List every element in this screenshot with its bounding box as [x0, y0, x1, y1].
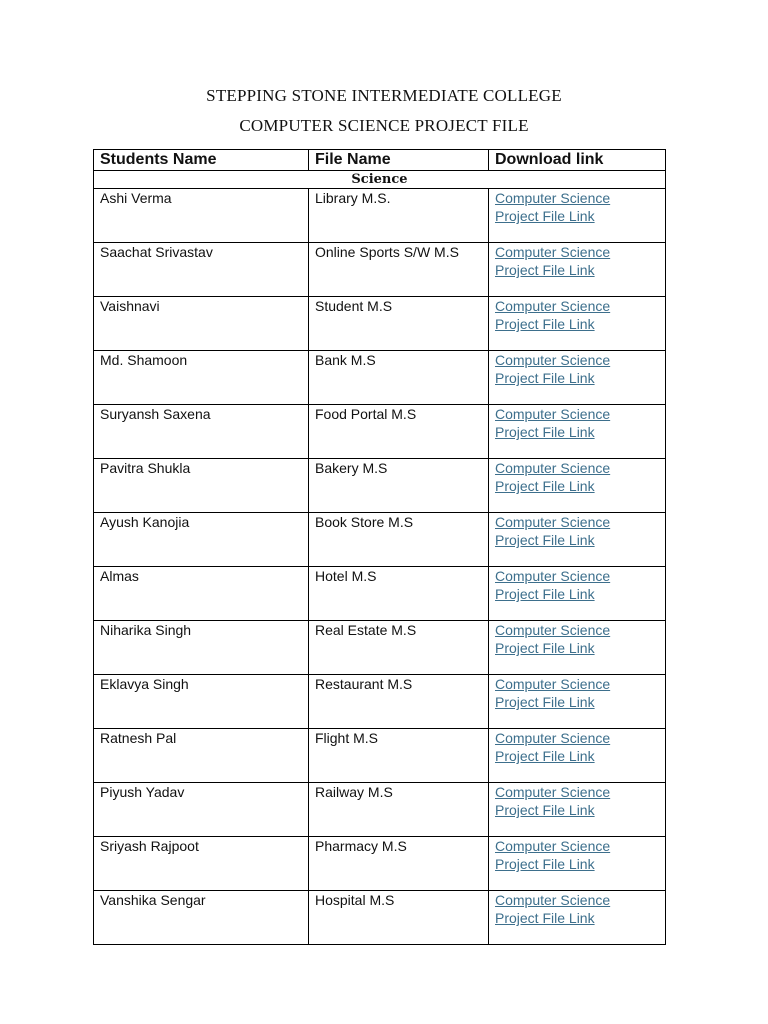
download-link[interactable]: Computer Science Project File Link	[495, 460, 611, 494]
table-body	[94, 171, 666, 945]
file-name: Online Sports S/W M.S	[315, 244, 459, 260]
download-link[interactable]: Computer Science Project File Link	[495, 568, 611, 602]
file-name-cell	[309, 189, 489, 243]
file-name-cell	[309, 621, 489, 675]
download-link-cell	[489, 783, 666, 837]
table-row	[94, 189, 666, 243]
file-name: Student M.S	[315, 298, 393, 314]
download-link-cell	[489, 405, 666, 459]
download-link[interactable]: Computer Science Project File Link	[495, 784, 611, 818]
file-name-cell	[309, 297, 489, 351]
file-name-cell	[309, 405, 489, 459]
student-name: Ratnesh Pal	[100, 730, 177, 746]
download-link-cell	[489, 567, 666, 621]
download-link-cell	[489, 459, 666, 513]
download-link-cell	[489, 513, 666, 567]
download-link[interactable]: Computer Science Project File Link	[495, 730, 611, 764]
download-link-cell	[489, 351, 666, 405]
download-link-cell	[489, 891, 666, 945]
student-name-cell	[94, 351, 309, 405]
table-row	[94, 459, 666, 513]
student-name-cell	[94, 513, 309, 567]
student-name: Piyush Yadav	[100, 784, 185, 800]
student-name: Md. Shamoon	[100, 352, 188, 368]
file-name-cell	[309, 783, 489, 837]
file-name-cell	[309, 567, 489, 621]
student-name: Sriyash Rajpoot	[100, 838, 199, 854]
student-name-cell	[94, 783, 309, 837]
student-name: Suryansh Saxena	[100, 406, 211, 422]
student-name-cell	[94, 675, 309, 729]
student-name-cell	[94, 891, 309, 945]
file-name-cell	[309, 243, 489, 297]
column-header-file-name: File Name	[309, 150, 489, 171]
file-name-cell	[309, 675, 489, 729]
download-link[interactable]: Computer Science Project File Link	[495, 676, 611, 710]
student-name-cell	[94, 405, 309, 459]
document-title: COMPUTER SCIENCE PROJECT FILE	[239, 116, 529, 135]
download-link-cell	[489, 243, 666, 297]
download-link-cell	[489, 297, 666, 351]
table-row	[94, 243, 666, 297]
download-link-cell	[489, 729, 666, 783]
student-name: Pavitra Shukla	[100, 460, 191, 476]
table-row	[94, 891, 666, 945]
file-name-cell	[309, 837, 489, 891]
file-name: Restaurant M.S	[315, 676, 413, 692]
student-name: Ashi Verma	[100, 190, 172, 206]
student-name: Saachat Srivastav	[100, 244, 213, 260]
file-name: Library M.S.	[315, 190, 391, 206]
projects-table	[93, 149, 666, 945]
college-name: STEPPING STONE INTERMEDIATE COLLEGE	[206, 86, 562, 105]
section-label: Science	[94, 171, 666, 189]
section-row	[94, 171, 666, 189]
download-link-cell	[489, 675, 666, 729]
file-name: Railway M.S	[315, 784, 393, 800]
download-link[interactable]: Computer Science Project File Link	[495, 352, 611, 386]
file-name: Hotel M.S	[315, 568, 377, 584]
download-link[interactable]: Computer Science Project File Link	[495, 838, 611, 872]
file-name: Bank M.S	[315, 352, 376, 368]
download-link-cell	[489, 189, 666, 243]
download-link[interactable]: Computer Science Project File Link	[495, 622, 611, 656]
student-name: Almas	[100, 568, 139, 584]
table-row	[94, 621, 666, 675]
student-name: Niharika Singh	[100, 622, 192, 638]
file-name-cell	[309, 513, 489, 567]
student-name-cell	[94, 837, 309, 891]
student-name: Eklavya Singh	[100, 676, 189, 692]
table-row	[94, 675, 666, 729]
file-name: Bakery M.S	[315, 460, 388, 476]
table-header-row	[94, 150, 666, 171]
file-name-cell	[309, 459, 489, 513]
column-header-download-link: Download link	[489, 150, 666, 171]
file-name: Food Portal M.S	[315, 406, 417, 422]
file-name-cell	[309, 729, 489, 783]
table-row	[94, 837, 666, 891]
table-row	[94, 513, 666, 567]
download-link[interactable]: Computer Science Project File Link	[495, 244, 611, 278]
table-row	[94, 729, 666, 783]
student-name-cell	[94, 621, 309, 675]
column-header-students-name: Students Name	[94, 150, 309, 171]
table-row	[94, 297, 666, 351]
file-name-cell	[309, 351, 489, 405]
student-name-cell	[94, 729, 309, 783]
student-name-cell	[94, 459, 309, 513]
download-link-cell	[489, 837, 666, 891]
download-link[interactable]: Computer Science Project File Link	[495, 406, 611, 440]
file-name: Hospital M.S	[315, 892, 395, 908]
student-name: Vaishnavi	[100, 298, 160, 314]
table-row	[94, 405, 666, 459]
student-name: Ayush Kanojia	[100, 514, 190, 530]
table-row	[94, 567, 666, 621]
student-name-cell	[94, 297, 309, 351]
download-link[interactable]: Computer Science Project File Link	[495, 298, 611, 332]
table-row	[94, 783, 666, 837]
file-name-cell	[309, 891, 489, 945]
download-link[interactable]: Computer Science Project File Link	[495, 514, 611, 548]
student-name-cell	[94, 567, 309, 621]
download-link[interactable]: Computer Science Project File Link	[495, 190, 611, 224]
download-link-cell	[489, 621, 666, 675]
student-name: Vanshika Sengar	[100, 892, 206, 908]
file-name: Real Estate M.S	[315, 622, 417, 638]
file-name: Book Store M.S	[315, 514, 414, 530]
table-row	[94, 351, 666, 405]
student-name-cell	[94, 189, 309, 243]
file-name: Pharmacy M.S	[315, 838, 407, 854]
student-name-cell	[94, 243, 309, 297]
file-name: Flight M.S	[315, 730, 379, 746]
download-link[interactable]: Computer Science Project File Link	[495, 892, 611, 926]
